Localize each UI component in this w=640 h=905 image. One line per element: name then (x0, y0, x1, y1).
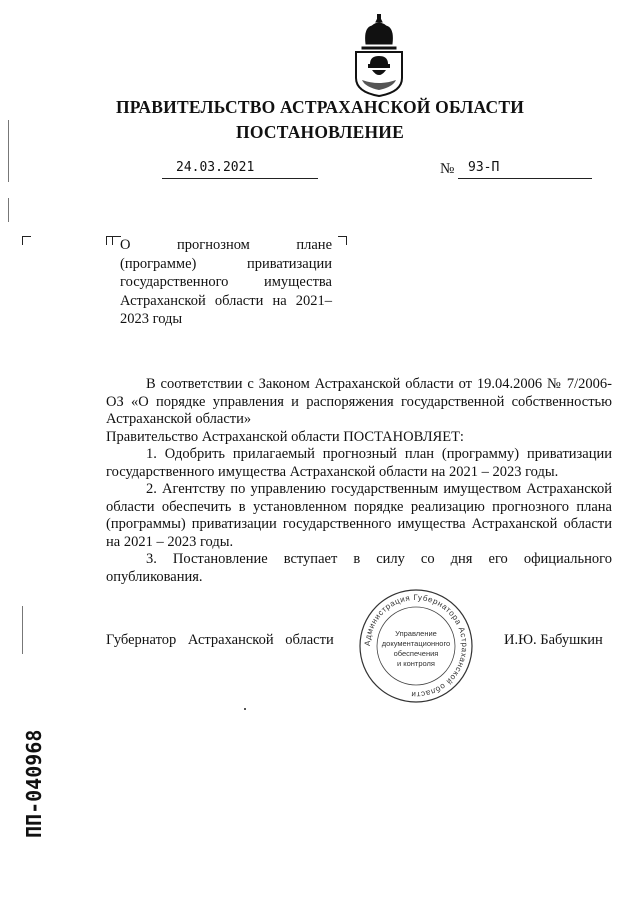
document-body (106, 376, 612, 586)
margin-rule-top (8, 120, 9, 182)
document-type-title: ПОСТАНОВЛЕНИЕ (236, 122, 404, 142)
document-number: 93-П (468, 160, 500, 175)
clause-3: 3. Постановление вступает в силу со дня его официального опубликования. (106, 551, 612, 585)
signatory-name: И.Ю. Бабушкин (504, 632, 603, 648)
document-subject (120, 236, 332, 329)
stamp-center-line: и контроля (396, 659, 436, 668)
subject-line: (программе) приватизации (120, 255, 332, 272)
subject-line: Астраханской области на 2021– (120, 292, 332, 309)
coat-of-arms-emblem (352, 14, 406, 98)
stamp-center-line: Управление (395, 629, 437, 638)
subject-line: О прогнозном плане (120, 237, 332, 253)
number-label: № (440, 161, 455, 177)
preamble-paragraph: В соответствии с Законом Астраханской области от 19.04.2006 № 7/2006-ОЗ «О порядке управления и распоряжения государственной собственностью Астраханской области» (106, 376, 612, 427)
official-stamp (358, 588, 474, 704)
organization-title: ПРАВИТЕЛЬСТВО АСТРАХАНСКОЙ ОБЛАСТИ (115, 97, 525, 117)
subject-line: 2023 годы (120, 311, 183, 327)
date-underline (162, 178, 318, 179)
clause-1: 1. Одобрить прилагаемый прогнозный план (программу) приватизации государственного имущества Астраханской области на 2021 – 2023 годы. (106, 446, 612, 480)
corner-mark-title-right (338, 236, 347, 245)
side-document-number: ПП-040968 (22, 729, 46, 838)
document-date: 24.03.2021 (176, 160, 255, 175)
speck-mark (244, 708, 246, 710)
corner-mark-left (22, 236, 31, 245)
clause-2: 2. Агентству по управлению государственным имуществом Астраханской области обеспечить в установленном порядке реализацию прогнозного плана (программы) приватизации государственного имущества Астраханской области на 2021 – 2023 годы. (106, 481, 612, 550)
number-underline (458, 178, 592, 179)
margin-rule-low (22, 606, 23, 654)
subject-line: государственного имущества (120, 274, 332, 290)
stamp-ring-text: Администрация Губернатора Астраханской области (362, 592, 470, 700)
signatory-position: Губернатор Астраханской области (106, 632, 334, 648)
stamp-center-line: обеспечения (393, 649, 439, 658)
margin-rule-mid (8, 198, 9, 222)
resolution-line: Правительство Астраханской области ПОСТАНОВЛЯЕТ: (106, 428, 464, 445)
stamp-center-line: документационного (381, 639, 451, 648)
